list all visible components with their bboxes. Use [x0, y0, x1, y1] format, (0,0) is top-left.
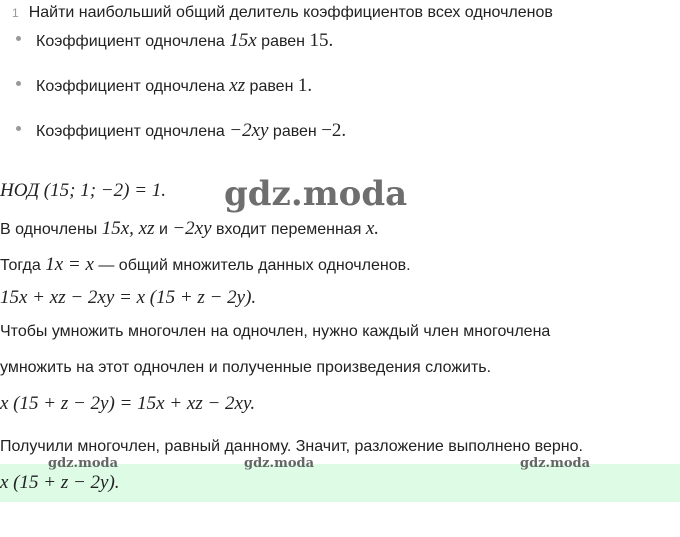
list-item	[16, 120, 656, 142]
common-factor-suffix: — общий множитель данных одночленов.	[93, 257, 411, 274]
list-item-middle: равен	[268, 123, 322, 140]
common-factor-expression: 1x = x	[45, 254, 94, 275]
monomial: −2xy	[229, 120, 269, 141]
monomial: 15x	[229, 30, 257, 51]
answer-expression: x (15 + z − 2y).	[0, 472, 120, 493]
coefficient-value: 1.	[297, 75, 313, 96]
conclusion-text: Получили многочлен, равный данному. Значит, разложение выполнено верно.	[0, 438, 583, 455]
variable-line	[0, 218, 379, 240]
rule-line-1: Чтобы умножить многочлен на одночлен, нужно каждый член многочлена	[0, 323, 551, 340]
list-item-text	[36, 75, 312, 97]
factor-equation: 15x + xz − 2xy = x (15 + z − 2y).	[0, 287, 257, 308]
watermark-big: gdz.moda	[224, 174, 408, 214]
monomial: −2xy	[172, 218, 212, 239]
rule-line-2: умножить на этот одночлен и полученные произведения сложить.	[0, 359, 492, 376]
watermark-small: gdz.moda	[520, 456, 591, 471]
list-item-prefix: Коэффициент одночлена	[36, 123, 230, 140]
variable-line-suffix: входит переменная	[211, 221, 366, 238]
monomials-list: 15x, xz	[101, 218, 155, 239]
common-factor-line	[0, 254, 411, 276]
list-item-text	[36, 30, 333, 52]
conjunction: и	[154, 221, 173, 238]
list-item	[16, 30, 656, 52]
task-number: 1	[12, 6, 19, 20]
list-item	[16, 75, 656, 97]
list-item-middle: равен	[256, 33, 310, 50]
coefficient-value: 15.	[309, 30, 334, 51]
list-item-prefix: Коэффициент одночлена	[36, 33, 230, 50]
common-variable: x.	[365, 218, 379, 239]
watermark-small: gdz.moda	[244, 456, 315, 471]
monomial: xz	[229, 75, 246, 96]
list-item-middle: равен	[245, 78, 298, 95]
bullet-dot	[16, 36, 21, 41]
watermark-small: gdz.moda	[48, 456, 119, 471]
task-header-text: Найти наибольший общий делитель коэффициентов всех одночленов	[28, 4, 553, 20]
variable-line-prefix: В одночлены	[0, 221, 102, 238]
common-factor-prefix: Тогда	[0, 257, 46, 274]
list-item-text	[36, 120, 346, 142]
gcd-line: НОД (15; 1; −2) = 1.	[0, 180, 167, 201]
bullet-dot	[16, 126, 21, 131]
bullet-dot	[16, 81, 21, 86]
task-header	[12, 4, 553, 20]
coefficient-value: −2.	[321, 120, 347, 141]
list-item-prefix: Коэффициент одночлена	[36, 78, 230, 95]
check-equation: x (15 + z − 2y) = 15x + xz − 2xy.	[0, 393, 256, 414]
